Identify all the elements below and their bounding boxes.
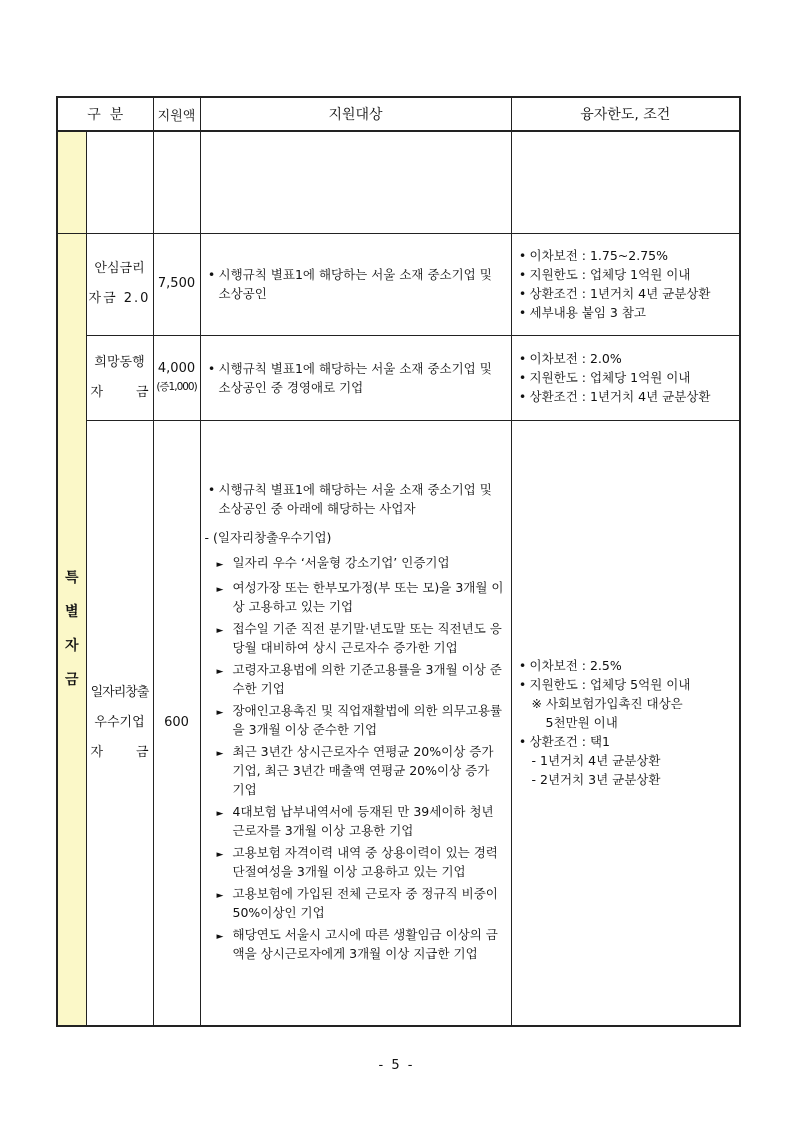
- list-item: ► 최근 3년간 상시근로자수 연평균 20%이상 증가 기업, 최근 3년간 매출액 연평균 20%이상 증가 기업: [216, 743, 494, 797]
- support-fund-table: [56, 96, 741, 1027]
- header-amount: 지원액: [153, 97, 200, 131]
- list-item: ► 해당연도 서울시 고시에 따른 생활임금 이상의 금액을 상시근로자에게 3개월 이상 지급한 기업: [216, 926, 498, 961]
- table-row: [57, 335, 740, 420]
- table-row-blank: [57, 131, 740, 233]
- fund-target: • 시행규칙 별표1에 해당하는 서울 소재 중소기업 및 소상공인: [200, 233, 511, 335]
- list-item: ► 일자리 우수 ‘서울형 강소기업’ 인증기업: [216, 554, 450, 570]
- list-item: ► 고령자고용법에 의한 기준고용률을 3개월 이상 준수한 기업: [216, 661, 502, 696]
- list-item: ► 접수일 기준 직전 분기말·년도말 또는 직전년도 응당월 대비하여 상시 근로자수 증가한 기업: [216, 620, 502, 655]
- fund-name: 희망동행 자 금: [86, 335, 153, 420]
- page-number: - 5 -: [378, 1058, 415, 1073]
- fund-condition: • 이차보전 : 1.75~2.75% • 지원한도 : 업체당 1억원 이내 • 상환조건 : 1년거치 4년 균분상환 • 세부내용 붙임 3 참고: [511, 233, 740, 335]
- fund-target: • 시행규칙 별표1에 해당하는 서울 소재 중소기업 및 소상공인 중 아래에 해당하는 사업자 - (일자리창출우수기업) ► 일자리 우수 ‘서울형 강소기업’ 인증기업 ► 여성가장 또는 한부모가정(부 또는 모)을 3개월 이상 고용하고 있는 기업 ► 접수일 기준 직전 분기말·년도말 또는 직전년도 응당월 대비하여 상시 근로자수 증가한 기업 ► 고령자고용법에 의한 기준고용률을 3개월 이상 준수한 기업 ► 장애인고용촉진 및 직업재활법에 의한 의무고용률을 3개월 이상 준수한 기업 ► 최근 3년간 상시근로자수 연평균 20%이상 증가 기업, 최근 3년간 매출액 연평균 20%이상 증가 기업 ► 4대보험 납부내역서에 등재된 만 39세이하 청년근로자를 3개월 이상 고용한 기업 ► 고용보험 자격이력 내역 중 상용이력이 있는 경력단절여성을 3개월 이상 고용하고 있는 기업 ► 고용보험에 가입된 전체 근로자 중 정규직 비중이 50%이상인 기업 ► 해당연도 서울시 고시에 따른 생활임금 이상의 금액을 상시근로자에게 3개월 이상 지급한 기업: [200, 420, 511, 1026]
- header-target: 지원대상: [200, 97, 511, 131]
- list-item: ► 고용보험에 가입된 전체 근로자 중 정규직 비중이 50%이상인 기업: [216, 885, 498, 920]
- table-header-row: [57, 97, 740, 131]
- fund-name: 일자리창출 우수기업 자 금: [86, 420, 153, 1026]
- list-item: ► 장애인고용촉진 및 직업재활법에 의한 의무고용률을 3개월 이상 준수한 기업: [216, 702, 502, 737]
- list-item: ► 여성가장 또는 한부모가정(부 또는 모)을 3개월 이상 고용하고 있는 기업: [216, 579, 504, 614]
- category-special-fund: 특 별 자 금: [57, 233, 86, 1026]
- fund-amount: 4,000 (증1,000): [153, 335, 200, 420]
- fund-target: • 시행규칙 별표1에 해당하는 서울 소재 중소기업 및 소상공인 중 경영애로 기업: [200, 335, 511, 420]
- header-condition: 융자한도, 조건: [511, 97, 740, 131]
- fund-amount: 600: [153, 420, 200, 1026]
- list-item: ► 4대보험 납부내역서에 등재된 만 39세이하 청년근로자를 3개월 이상 고용한 기업: [216, 803, 494, 838]
- table-row: [57, 233, 740, 335]
- category-cell-top: [57, 131, 86, 233]
- list-item: ► 고용보험 자격이력 내역 중 상용이력이 있는 경력단절여성을 3개월 이상 고용하고 있는 기업: [216, 844, 498, 879]
- fund-name: 안심금리 자금 2.0: [86, 233, 153, 335]
- fund-condition: • 이차보전 : 2.0% • 지원한도 : 업체당 1억원 이내 • 상환조건 : 1년거치 4년 균분상환: [511, 335, 740, 420]
- fund-condition: • 이차보전 : 2.5% • 지원한도 : 업체당 5억원 이내 ※ 사회보험가입촉진 대상은 5천만원 이내 • 상환조건 : 택1 - 1년거치 4년 균분상환 - 2년거치 3년 균분상환: [511, 420, 740, 1026]
- table-row: [57, 420, 740, 1026]
- fund-amount: 7,500: [153, 233, 200, 335]
- header-category: 구 분: [57, 97, 153, 131]
